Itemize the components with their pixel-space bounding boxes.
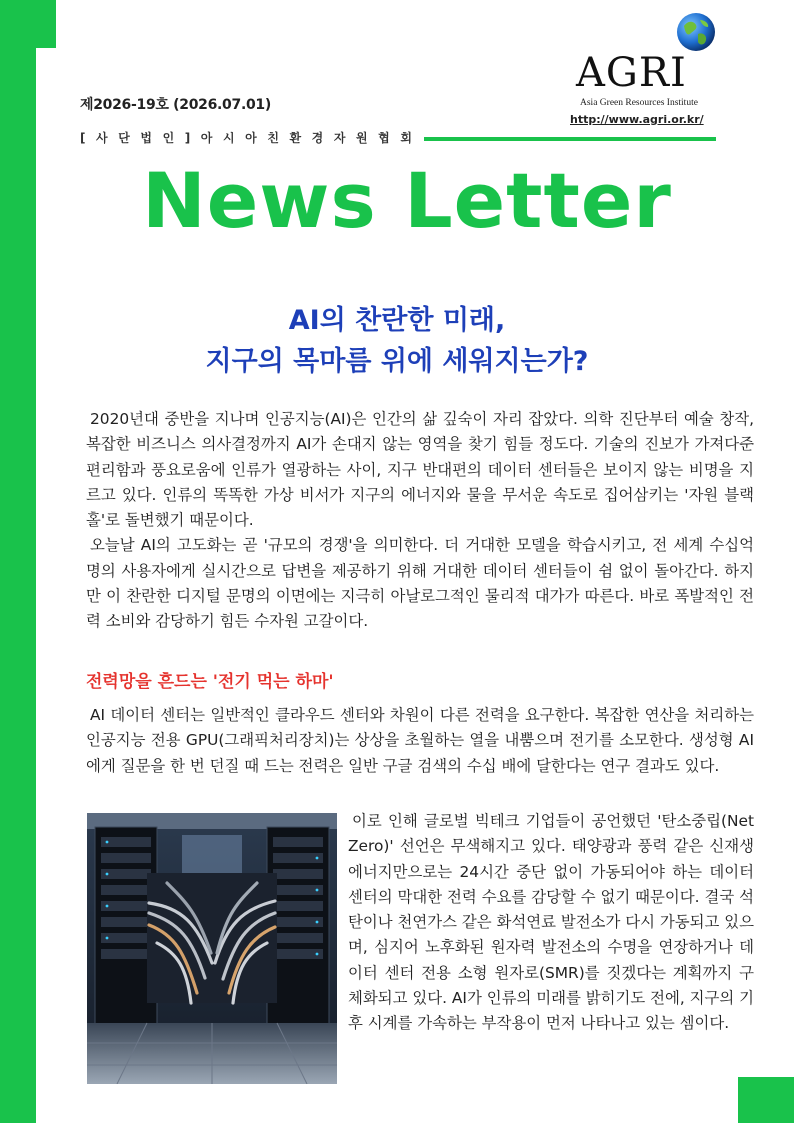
intro-paragraph-2: 오늘날 AI의 고도화는 곧 '규모의 경쟁'을 의미한다. 더 거대한 모델을 학습시키고, 전 세계 수십억 명의 사용자에게 실시간으로 답변을 제공하기 위해 거대한 데이터 센터들이 쉼 없이 돌아간다. 하지만 이 찬란한 디지털 문명의 이면에는 지극히 아날로그적인 물리적 대가가 따른다. 바로 폭발적인 전력 소비와 감당하기 힘든 수자원 고갈이다. bbox=[86, 536, 754, 631]
header-divider bbox=[424, 137, 716, 141]
side-paragraph: 이로 인해 글로벌 빅테크 기업들이 공언했던 '탄소중립(Net Zero)' 선언은 무색해지고 있다. 태양광과 풍력 같은 신재생 에너지만으로는 24시간 중단 없이 가동되어야 하는 데이터 센터의 막대한 전력 수요를 감당할 수 없기 때문이다. 결국 석탄이나 천연가스 같은 화석연료 발전소가 다시 가동되고 있으며, 심지어 노후화된 원자력 발전소의 수명을 연장하거나 데이터 센터 전용 소형 원자로(SMR)를 짓겠다는 계획까지 구체화되고 있다. AI가 인류의 미래를 밝히기도 전에, 지구의 기후 시계를 가속하는 부작용이 먼저 나타나고 있는 셈이다. bbox=[348, 812, 754, 1033]
agri-logo bbox=[572, 12, 722, 112]
side-text bbox=[348, 809, 754, 1037]
logo-wordmark: AGRI bbox=[576, 50, 687, 96]
headline-line-1: AI의 찬란한 미래, bbox=[288, 305, 506, 336]
article-headline bbox=[0, 300, 794, 382]
section-text bbox=[86, 703, 754, 779]
intro-text bbox=[86, 407, 754, 635]
bottom-accent-block bbox=[738, 1077, 794, 1123]
server-racks-illustration bbox=[87, 813, 337, 1084]
organization-name: [ 사 단 법 인 ] 아 시 아 친 환 경 자 원 협 회 bbox=[80, 131, 416, 145]
section-heading: 전력망을 흔드는 '전기 먹는 하마' bbox=[86, 672, 334, 692]
intro-paragraph-1: 2020년대 중반을 지나며 인공지능(AI)은 인간의 삶 깊숙이 자리 잡았다. 의학 진단부터 예술 창작, 복잡한 비즈니스 의사결정까지 AI가 손대지 않는 영역을 찾기 힘들 정도다. 기술의 진보가 가져다준 편리함과 풍요로움에 인류가 열광하는 사이, 지구 반대편의 데이터 센터들은 보이지 않는 비명을 지르고 있다. 인류의 똑똑한 가상 비서가 지구의 에너지와 물을 무서운 속도로 집어삼키는 '자원 블랙홀'로 돌변했기 때문이다. bbox=[86, 410, 754, 530]
headline-line-2: 지구의 목마름 위에 세워지는가? bbox=[205, 346, 589, 377]
issue-number: 제2026-19호 (2026.07.01) bbox=[80, 97, 271, 113]
logo-subtitle: Asia Green Resources Institute bbox=[580, 98, 698, 108]
section-paragraph: AI 데이터 센터는 일반적인 클라우드 센터와 차원이 다른 전력을 요구한다. 복잡한 연산을 처리하는 인공지능 전용 GPU(그래픽처리장치)는 상상을 초월하는 열을 내뿜으며 전기를 소모한다. 생성형 AI에게 질문을 한 번 던질 때 드는 전력은 일반 구글 검색의 수십 배에 달한다는 연구 결과도 있다. bbox=[86, 706, 754, 775]
globe-icon bbox=[676, 12, 716, 52]
data-center-server-racks-image bbox=[87, 813, 337, 1084]
newsletter-title: News Letter bbox=[142, 156, 672, 245]
website-link[interactable]: http://www.agri.or.kr/ bbox=[570, 113, 704, 126]
top-accent-block bbox=[36, 0, 56, 48]
